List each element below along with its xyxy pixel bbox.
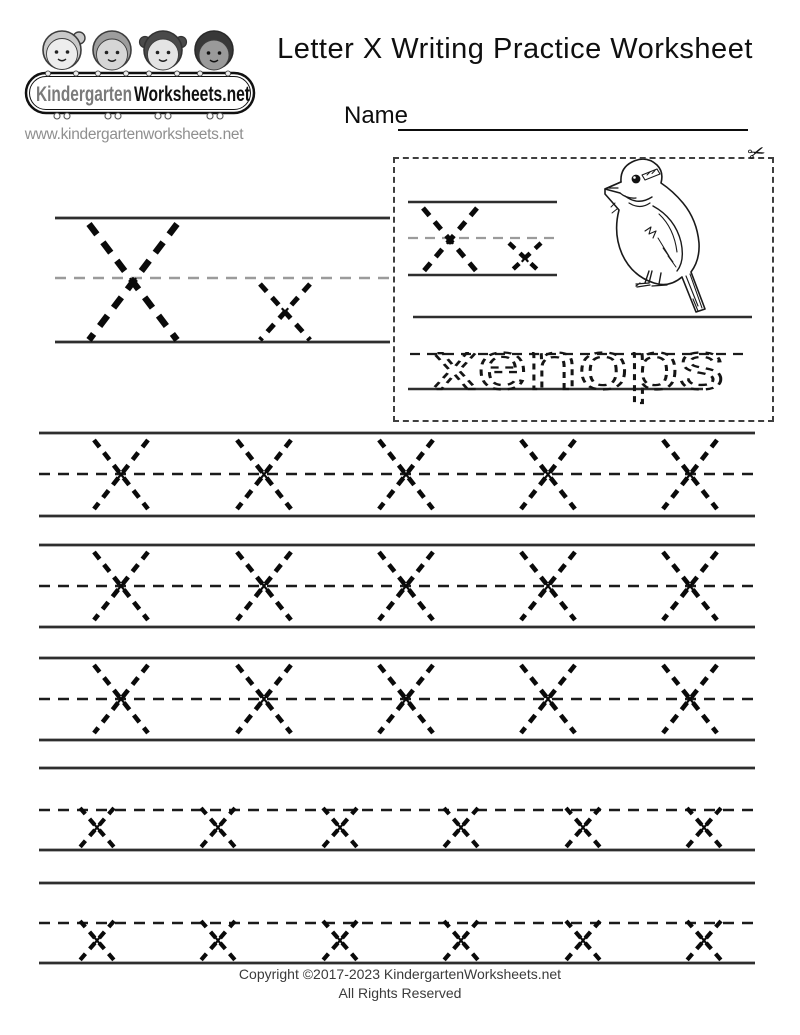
scissors-icon: ✂	[744, 139, 769, 168]
practice-rows	[39, 433, 755, 963]
practice-row	[39, 433, 755, 516]
sample-letter-area	[55, 218, 390, 342]
practice-row	[39, 545, 755, 627]
example-word: xenops	[432, 328, 724, 404]
xenops-bird-illustration	[605, 159, 705, 312]
practice-row	[39, 768, 755, 850]
logo	[10, 14, 260, 146]
logo-brand-black: Worksheets.net	[134, 83, 250, 106]
practice-row	[39, 658, 755, 740]
logo-brand-gray: Kindergarten	[36, 83, 132, 106]
footer-rights: All Rights Reserved	[338, 985, 462, 1001]
footer-copyright: Copyright ©2017-2023 KindergartenWorksheets.net	[238, 966, 562, 982]
name-label: Name	[344, 102, 409, 129]
name-fill-line	[398, 129, 748, 131]
practice-row	[39, 883, 755, 963]
logo-url: www.kindergartenworksheets.net	[24, 126, 244, 143]
page-title: Letter X Writing Practice Worksheet	[277, 33, 753, 65]
